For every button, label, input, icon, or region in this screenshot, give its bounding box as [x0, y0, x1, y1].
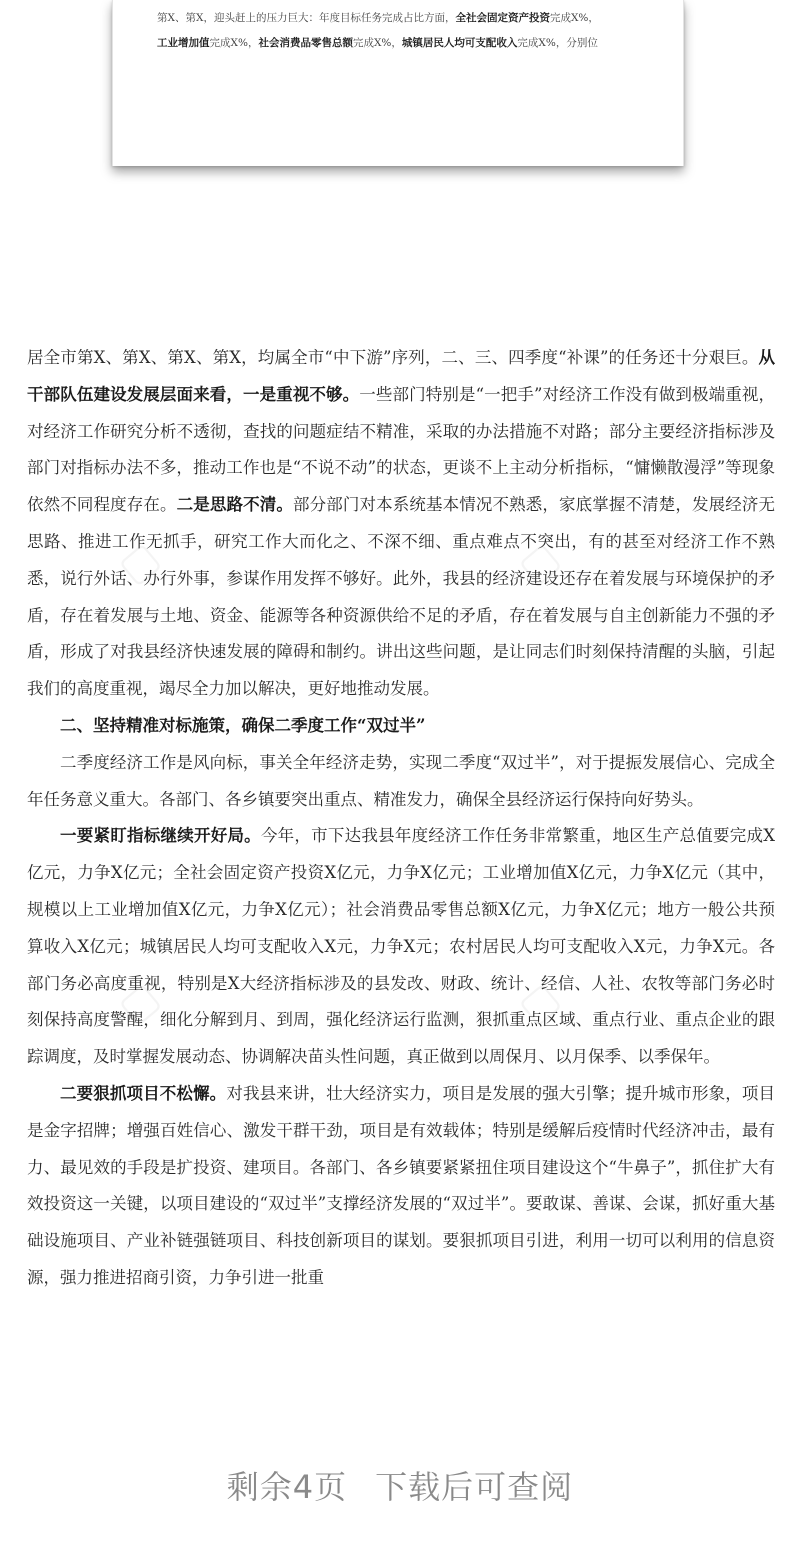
preview-text: 完成X%， — [352, 37, 402, 49]
remaining-pages-label: 剩余4页 — [226, 1468, 348, 1506]
paragraph-bold-text: 从干部队伍建设发展层面来看，一是重视不够。 — [27, 348, 775, 404]
preview-text: 完成X%， — [549, 12, 599, 24]
paragraph-text: 居全市第X、第X、第X、第X，均属全市“中下游”序列，二、三、四季度“补课”的任务还十分艰巨。 — [27, 348, 759, 367]
preview-text: 第X、第X，迎头赶上的压力巨大：年度目标任务完成占比方面， — [157, 12, 456, 24]
paragraph-text: 部分部门对本系统基本情况不熟悉，家底掌握不清楚，发展经济无思路、推进工作无抓手，研究工作大而化之、不深不细、重点难点不突出，有的甚至对经济工作不熟悉，说行外话、办行外事，参谋作用发挥不够好。此外，我县的经济建设还存在着发展与环境保护的矛盾，存在着发展与土地、资金、能源等各种资源供给不足的矛盾，存在着发展与自主创新能力不强的矛盾，形成了对我县经济快速发展的障碍和制约。讲出这些问题，是让同志们时刻保持清醒的头脑，引起我们的高度重视，竭尽全力加以解决，更好地推动发展。 — [27, 495, 775, 699]
preview-line — [157, 36, 657, 50]
paragraph-bold-text: 二要狠抓项目不松懈。 — [60, 1083, 227, 1103]
preview-bold-text: 全社会固定资产投资 — [455, 12, 550, 24]
preview-text: 完成X%，分别位 — [517, 37, 598, 49]
preview-text: 完成X%， — [209, 37, 259, 49]
paragraph-text: 对我县来讲，壮大经济实力，项目是发展的强大引擎；提升城市形象，项目是金字招牌；增强百姓信心、激发干群干劲，项目是有效载体；特别是缓解后疫情时代经济冲击，最有力、最见效的手段是扩投资、建项目。各部门、各乡镇要紧紧扭住项目建设这个“牛鼻子”，抓住扩大有效投资这一关键，以项目建设的“双过半”支撑经济发展的“双过半”。要敢谋、善谋、会谋，抓好重大基础设施项目、产业补链强链项目、科技创新项目的谋划。要狠抓项目引进，利用一切可以利用的信息资源，强力推进招商引资，力争引进一批重 — [27, 1083, 776, 1287]
paragraph-text: 一些部门特别是“一把手”对经济工作没有做到极端重视，对经济工作研究分析不透彻，查找的问题症结不精准，采取的办法措施不对路；部分主要经济指标涉及部门对指标办法不多，推动工作也是“不说不动”的状态，更谈不上主动分析指标，“慵懒散漫浮”等现象依然不同程度存在。 — [27, 384, 775, 515]
paragraph-bold-text: 一要紧盯指标继续开好局。 — [60, 826, 261, 846]
preview-line — [157, 11, 657, 25]
section-heading: 二、坚持精准对标施策，确保二季度工作“双过半” — [60, 715, 426, 735]
paragraph-bold-text: 二是思路不清。 — [176, 495, 293, 515]
paragraph — [27, 340, 775, 708]
preview-bold-text: 社会消费品零售总额 — [258, 37, 353, 49]
paragraph — [27, 818, 775, 1076]
download-to-view-label: 下载后可查阅 — [375, 1468, 574, 1506]
paragraph — [27, 1076, 775, 1297]
preview-bold-text: 城镇居民人均可支配收入 — [401, 37, 518, 49]
document-body — [27, 340, 775, 1297]
remaining-pages-notice[interactable] — [0, 1462, 800, 1508]
preview-bold-text: 工业增加值 — [157, 37, 210, 49]
paragraph: 二季度经济工作是风向标，事关全年经济走势，实现二季度“双过半”，对于提振发展信心、完成全年任务意义重大。各部门、各乡镇要突出重点、精准发力，确保全县经济运行保持向好势头。 — [27, 752, 775, 809]
page-preview-card — [112, 0, 684, 166]
paragraph-text: 今年，市下达我县年度经济工作任务非常繁重，地区生产总值要完成X亿元，力争X亿元；全社会固定资产投资X亿元，力争X亿元；工业增加值X亿元，力争X亿元（其中，规模以上工业增加值X亿元，力争X亿元）；社会消费品零售总额X亿元，力争X亿元；地方一般公共预算收入X亿元；城镇居民人均可支配收入X元，力争X元；农村居民人均可支配收入X元，力争X元。各部门务必高度重视，特别是X大经济指标涉及的县发改、财政、统计、经信、人社、农牧等部门务必时刻保持高度警醒，细化分解到月、到周，强化经济运行监测，狠抓重点区域、重点行业、重点企业的跟踪调度，及时掌握发展动态、协调解决苗头性问题，真正做到以周保月、以月保季、以季保年。 — [27, 826, 776, 1067]
